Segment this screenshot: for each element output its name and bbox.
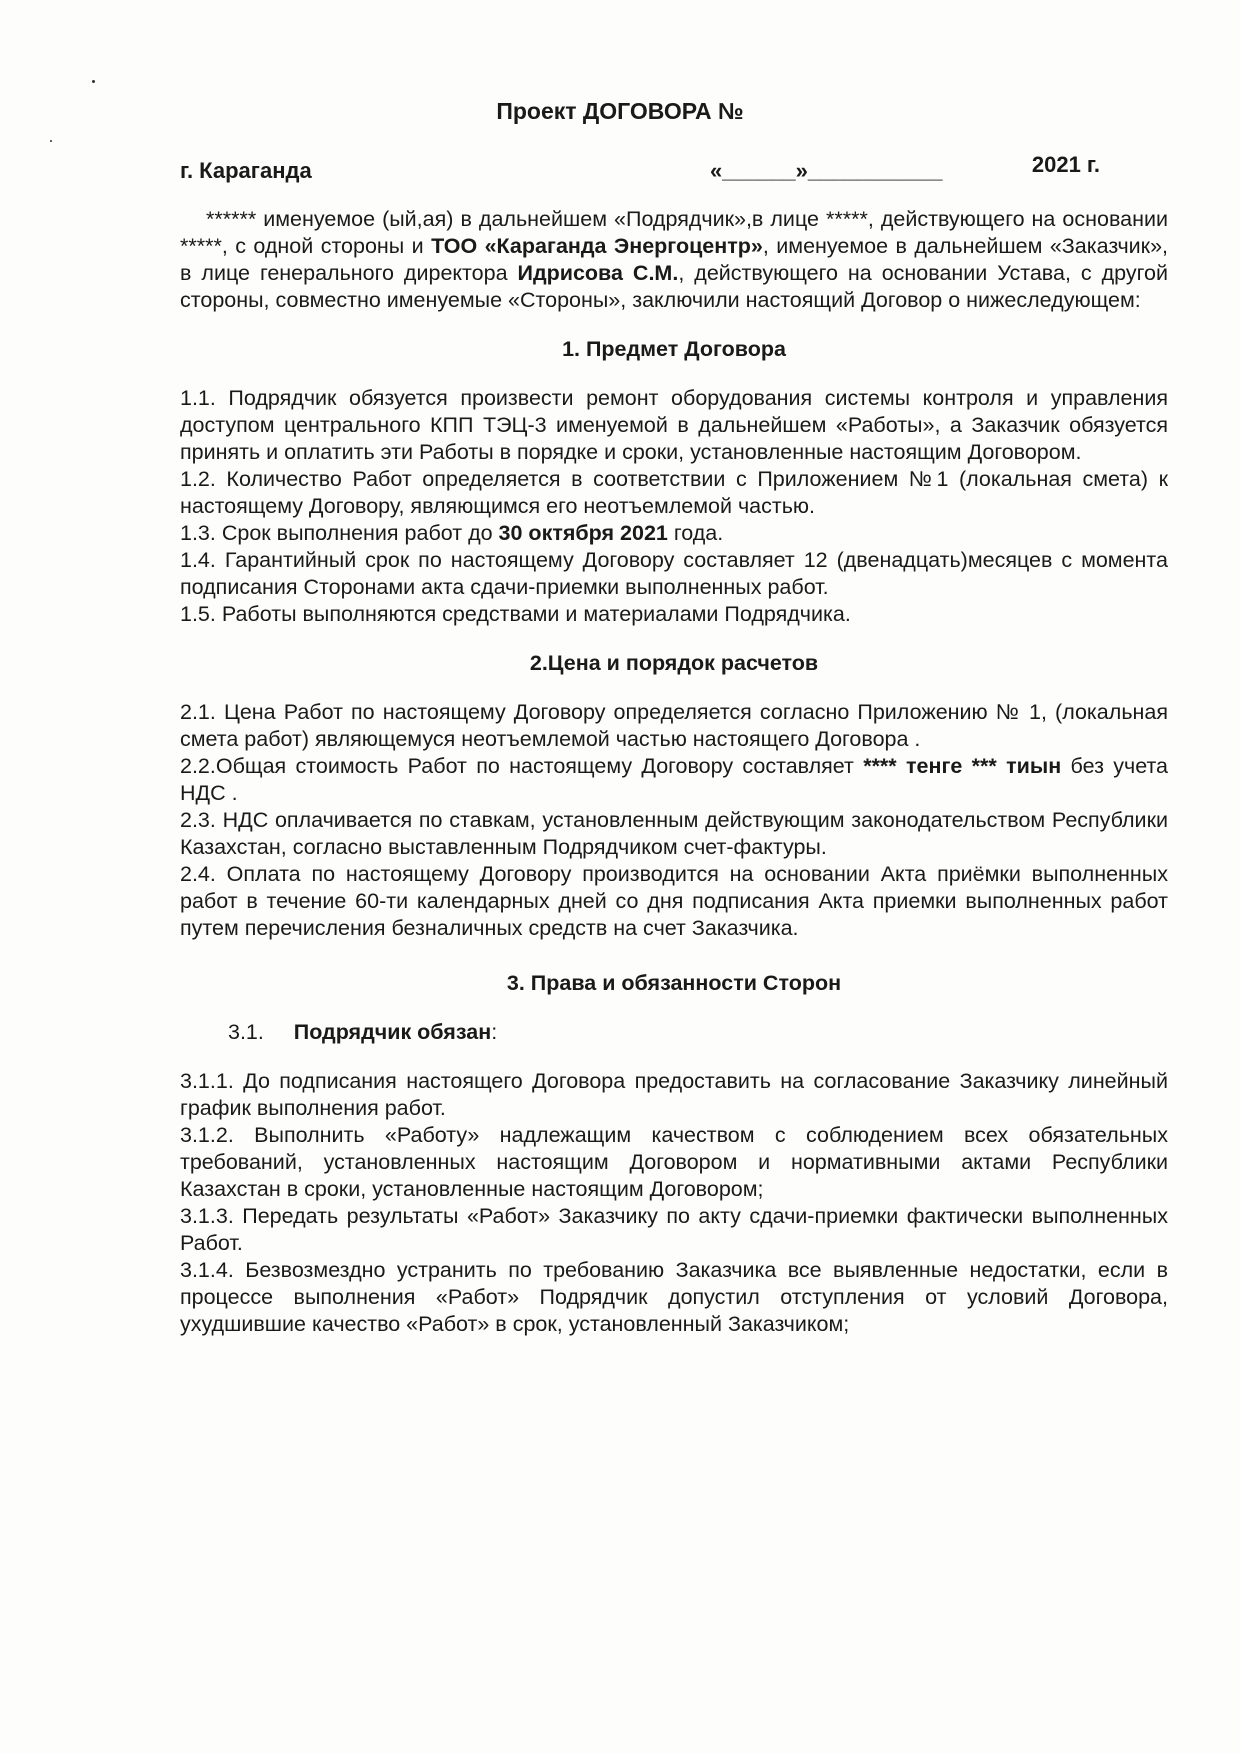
document-header: [180, 152, 1100, 188]
clause-3-1-4: 3.1.4. Безвозмездно устранить по требованию Заказчика все выявленные недостатки, если в процессе выполнения «Работ» Подрядчик допустил отступления от условий Договора, ухудшившие качество «Работ» в срок, установленный Заказчиком;: [180, 1258, 1168, 1336]
clause-3-1-3: 3.1.3. Передать результаты «Работ» Заказчику по акту сдачи-приемки фактически выполненных Работ.: [180, 1204, 1168, 1255]
clause-2-3: 2.3. НДС оплачивается по ставкам, установленным действующим законодательством Республики Казахстан, согласно выставленным Подрядчиком счет-фактуры.: [180, 808, 1168, 859]
preamble: ****** именуемое (ый,ая) в дальнейшем «Подрядчик»,в лице *****, действующего на основании *****, с одной стороны и ТОО «Караганда Энергоцентр», именуемое в дальнейшем «Заказчик», в лице генерального директора Идрисова С.М., действующего на основании Устава, с другой стороны, совместно именуемые «Стороны», заключили настоящий Договор о нижеследующем:: [180, 207, 1169, 312]
contract-year: 2021 г.: [1031, 152, 1100, 177]
section-1-heading: 1. Предмет Договора: [562, 337, 786, 361]
subsection-3-1: 3.1. Подрядчик обязан:: [228, 1020, 498, 1044]
city: г. Караганда: [180, 158, 312, 183]
clause-3-1-2: 3.1.2. Выполнить «Работу» надлежащим качеством с соблюдением всех обязательных требований, установленных настоящим Договором и нормативными актами Республики Казахстан в сроки, установленные настоящим Договором;: [180, 1123, 1168, 1201]
clause-3-1-1: 3.1.1. До подписания настоящего Договора предоставить на согласование Заказчику линейный график выполнения работ.: [180, 1069, 1168, 1120]
deadline-date: 30 октября 2021: [498, 521, 668, 545]
clause-1-3: 1.3. Срок выполнения работ до 30 октября 2021 года.: [180, 521, 724, 545]
section-3-heading: 3. Права и обязанности Сторон: [506, 971, 842, 995]
clause-2-4: 2.4. Оплата по настоящему Договору производится на основании Акта приёмки выполненных работ в течение 60-ти календарных дней со дня подписания Акта приемки выполненных работ путем перечисления безналичных средств на счет Заказчика.: [180, 862, 1168, 940]
clause-1-1: 1.1. Подрядчик обязуется произвести ремонт оборудования системы контроля и управления доступом центрального КПП ТЭЦ-3 именуемой в дальнейшем «Работы», а Заказчик обязуется принять и оплатить эти Работы в порядке и сроки, установленные настоящим Договором.: [180, 386, 1168, 464]
contract-date: «______»___________: [710, 158, 943, 183]
document-title: Проект ДОГОВОРА №: [496, 98, 744, 124]
total-cost: **** тенге *** тиын: [863, 754, 1062, 778]
section-2-heading: 2.Цена и порядок расчетов: [529, 651, 819, 675]
scan-speck: [92, 80, 95, 83]
document-body: [180, 206, 1168, 1338]
clause-2-1: 2.1. Цена Работ по настоящему Договору определяется согласно Приложению № 1, (локальная смета работ) являющемуся неотъемлемой частью настоящего Договора .: [180, 700, 1168, 751]
director-name: Идрисова С.М.: [517, 261, 679, 285]
customer-company: ТОО «Караганда Энергоцентр»: [431, 234, 763, 258]
clause-1-2: 1.2. Количество Работ определяется в соответствии с Приложением №1 (локальная смета) к настоящему Договору, являющимся его неотъемлемой частью.: [180, 467, 1168, 518]
scan-speck: [50, 140, 52, 142]
clause-1-4: 1.4. Гарантийный срок по настоящему Договору составляет 12 (двенадцать)месяцев с момента подписания Сторонами акта сдачи-приемки выполненных работ.: [180, 548, 1168, 599]
clause-2-2: 2.2.Общая стоимость Работ по настоящему Договору составляет **** тенге *** тиын без учета НДС .: [180, 754, 1169, 805]
clause-1-5: 1.5. Работы выполняются средствами и материалами Подрядчика.: [180, 602, 851, 626]
